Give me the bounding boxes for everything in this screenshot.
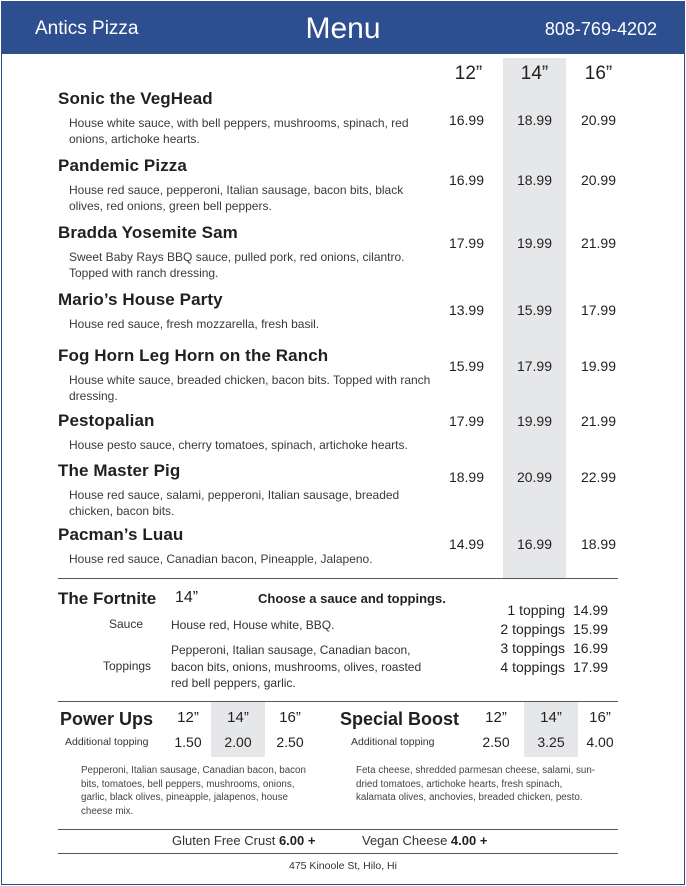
item-description: House red sauce, Canadian bacon, Pineapple, Jalapeno. — [69, 552, 373, 566]
vegan-cheese-label: Vegan Cheese — [362, 833, 448, 848]
item-name: Sonic the VegHead — [58, 89, 213, 108]
special-boost-title: Special Boost — [340, 709, 460, 729]
price-16: 17.99 — [580, 302, 617, 318]
menu-item — [58, 89, 458, 147]
power-ups-title: Power Ups — [60, 709, 154, 729]
gluten-free-crust — [172, 833, 315, 848]
price-14: 17.99 — [516, 358, 553, 374]
price-12: 16.99 — [448, 172, 485, 188]
item-name: Bradda Yosemite Sam — [58, 223, 238, 242]
menu-item — [58, 346, 458, 404]
price-12: 17.99 — [448, 413, 485, 429]
toppings-options: Pepperoni, Italian sausage, Canadian bacon, bacon bits, onions, mushrooms, olives, roasted red bell peppers, garlic. — [171, 643, 422, 690]
special-boost-price-12: 2.50 — [482, 734, 510, 750]
menu-item — [58, 223, 458, 281]
sauce-label: Sauce — [109, 617, 144, 631]
item-name: Pandemic Pizza — [58, 156, 187, 175]
power-ups-price-16: 2.50 — [276, 734, 304, 750]
fortnite-title: The Fortnite — [58, 589, 157, 608]
gluten-free-price: 6.00 + — [278, 833, 316, 848]
power-ups-additional-label: Additional topping — [65, 736, 149, 748]
item-description: House white sauce, breaded chicken, bacon bits. Topped with ranch dressing. — [69, 373, 431, 403]
topping-price: 14.99 — [573, 602, 609, 618]
brand-name: Antics Pizza — [35, 18, 139, 39]
size-header-16: 16” — [584, 63, 613, 84]
power-ups-size-16: 16” — [279, 709, 301, 726]
price-12: 18.99 — [448, 469, 485, 485]
price-12: 17.99 — [448, 235, 485, 251]
price-14: 16.99 — [516, 536, 553, 552]
power-ups-toppings-list: Pepperoni, Italian sausage, Canadian bacon, bacon bits, tomatoes, bell peppers, mushrooms, onions, garlic, black olives, pineapple, jalapenos, house cheese mix. — [81, 765, 306, 817]
price-16: 20.99 — [580, 112, 617, 128]
item-description: House red sauce, fresh mozzarella, fresh basil. — [69, 317, 320, 331]
gluten-free-label: Gluten Free Crust — [172, 833, 276, 848]
toppings-label: Toppings — [103, 659, 152, 673]
item-name: The Master Pig — [58, 461, 181, 480]
price-14: 18.99 — [516, 112, 553, 128]
sauce-options: House red, House white, BBQ. — [171, 618, 335, 632]
price-14: 18.99 — [516, 172, 553, 188]
special-boost-price-14: 3.25 — [537, 734, 565, 750]
price-16: 21.99 — [580, 413, 617, 429]
price-12: 16.99 — [448, 112, 485, 128]
power-ups-price-14: 2.00 — [224, 734, 252, 750]
price-16: 19.99 — [580, 358, 617, 374]
price-16: 18.99 — [580, 536, 617, 552]
item-name: Pacman’s Luau — [58, 525, 184, 544]
power-ups-size-14: 14” — [227, 709, 249, 726]
section-divider — [58, 578, 618, 579]
topping-count: 4 toppings — [500, 659, 565, 675]
fortnite-instructions: Choose a sauce and toppings. — [258, 591, 446, 606]
header-bar — [1, 1, 685, 54]
topping-price: 15.99 — [573, 621, 609, 637]
special-boost-size-12: 12” — [485, 709, 507, 726]
menu-item — [58, 156, 458, 214]
menu-item — [58, 290, 458, 332]
price-16: 20.99 — [580, 172, 617, 188]
section-divider — [58, 829, 618, 830]
phone-number: 808-769-4202 — [544, 19, 657, 39]
price-12: 13.99 — [448, 302, 485, 318]
topping-count: 3 toppings — [500, 640, 565, 656]
power-ups-size-12: 12” — [177, 709, 199, 726]
power-ups-price-12: 1.50 — [174, 734, 202, 750]
price-16: 22.99 — [580, 469, 617, 485]
size-header-14: 14” — [520, 63, 549, 84]
section-divider — [58, 853, 618, 854]
menu-item — [58, 525, 458, 567]
menu-item — [58, 461, 458, 519]
price-14: 20.99 — [516, 469, 553, 485]
special-boost-price-16: 4.00 — [586, 734, 614, 750]
address: 475 Kinoole St, Hilo, Hi — [289, 860, 397, 872]
price-14: 19.99 — [516, 413, 553, 429]
item-name: Mario’s House Party — [58, 290, 223, 309]
size-header-12: 12” — [454, 63, 483, 84]
topping-price: 17.99 — [573, 659, 609, 675]
item-name: Fog Horn Leg Horn on the Ranch — [58, 346, 329, 365]
topping-count: 2 toppings — [500, 621, 565, 637]
price-14: 19.99 — [516, 235, 553, 251]
special-boost-toppings-list: Feta cheese, shredded parmesan cheese, salami, sun-dried tomatoes, artichoke hearts, fresh spinach, kalamata olives, anchovies, breaded chicken, pesto. — [356, 765, 596, 803]
item-description: Sweet Baby Rays BBQ sauce, pulled pork, red onions, cilantro. Topped with ranch dressing. — [69, 250, 405, 280]
price-16: 21.99 — [580, 235, 617, 251]
fortnite-size: 14” — [175, 589, 199, 606]
price-14: 15.99 — [516, 302, 553, 318]
item-description: House red sauce, salami, pepperoni, Italian sausage, breaded chicken, bacon bits. — [69, 488, 400, 518]
size-14-column-shade — [503, 58, 566, 578]
special-boost-additional-label: Additional topping — [351, 736, 435, 748]
price-12: 14.99 — [448, 536, 485, 552]
price-12: 15.99 — [448, 358, 485, 374]
special-boost-size-16: 16” — [589, 709, 611, 726]
topping-price: 16.99 — [573, 640, 609, 656]
item-description: House pesto sauce, cherry tomatoes, spinach, artichoke hearts. — [69, 438, 408, 452]
menu-item — [58, 411, 458, 453]
item-description: House red sauce, pepperoni, Italian sausage, bacon bits, black olives, red onions, green bell peppers. — [69, 183, 404, 213]
vegan-cheese-price: 4.00 + — [450, 833, 488, 848]
item-name: Pestopalian — [58, 411, 155, 430]
page-title: Menu — [305, 12, 381, 45]
topping-count: 1 topping — [507, 602, 565, 618]
special-boost-size-14: 14” — [540, 709, 562, 726]
vegan-cheese — [362, 833, 487, 848]
item-description: House white sauce, with bell peppers, mushrooms, spinach, red onions, artichoke hearts. — [69, 116, 409, 146]
